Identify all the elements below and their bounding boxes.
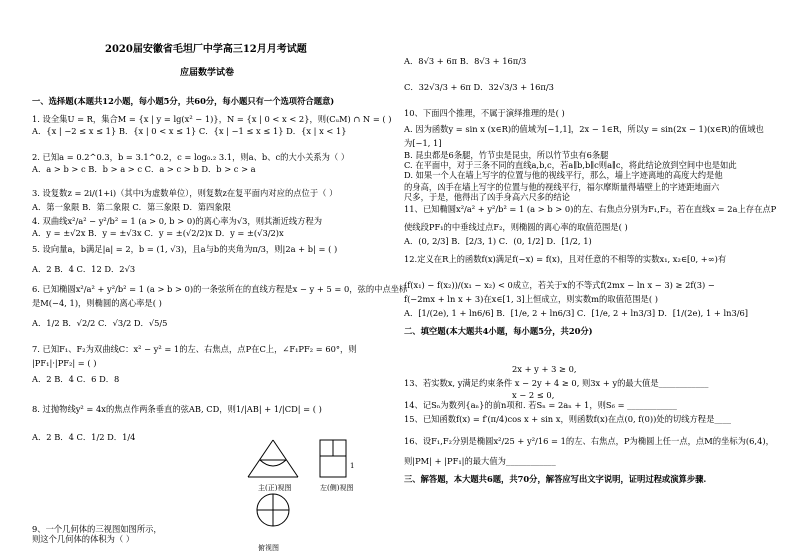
left-q8o: A．2 B．4 C．1/2 D．1/4 [32,432,136,442]
right-q10c: C. 在平面中，对于三条不同的直线a,b,c，若a∥b,b∥c则a∥c，将此结论放到空间中也是如此 [404,160,737,170]
left-sec1: 一、选择题(本题共12小题，每小题5分，共60分，每小题只有一个选项符合题意) [32,96,335,106]
right-q10d2: 的身高，凶手在墙上写字的位置与他的视线平行，福尔摩斯量得墙壁上的字迹距地面六 [404,182,720,192]
left-q4o: A．y = ±√2x B．y = ±√3x C．y = ±(√2/2)x D．y = ±(√3/2)x [32,228,284,238]
right-q11o: A．(0, 2/3] B．[2/3, 1) C．(0, 1/2] D．[1/2, 1) [404,236,592,246]
right-q10d: D. 如果一个人在墙上写字的位置与他的视线平行，那么，墙上字迹离地的高度大约是他 [404,170,723,180]
page-title: 2020届安徽省毛坦厂中学高三12月月考试题 [105,44,307,55]
right-q11: 11、已知椭圆x²/a² + y²/b² = 1 (a > b > 0)的左、右焦点分别为F₁,F₂，若在直线x = 2a上存在点P [404,204,777,214]
left-q4: 4. 双曲线x²/a² − y²/b² = 1 (a > 0, b > 0)的离心率为√3，则其渐近线方程为 [32,216,323,226]
right-q10b: B. 昆虫都是6条腿，竹节虫是昆虫，所以竹节虫有6条腿 [404,150,609,160]
right-q13s: 2x + y + 3 ≥ 0, [512,364,577,374]
left-q7: 7. 已知F₁、F₂为双曲线C：x² − y² = 1的左、右焦点，点P在C上，∠F₁PF₂ = 60°，则 [32,344,357,354]
top-view [257,494,289,526]
right-q14: 14、记Sₙ为数列{aₙ}的前n项和. 若Sₙ = 2aₙ + 1，则S₆ = ____________ [404,400,677,410]
right-q13s2: x − 2 ≤ 0, [512,390,555,400]
left-q6: 6. 已知椭圆x²/a² + y²/b² = 1 (a > b > 0)的一条弦所在的直线方程是x − y + 5 = 0，弦的中点坐标 [32,284,408,294]
left-q2: 2. 已知a = 0.2^0.3，b = 3.1^0.2，c = log₀.₂ 3.1，则a、b、c的大小关系为（ ） [32,152,350,162]
right-q15: 15、已知函数f(x) = f′(π/4)cos x + sin x，则函数f(x)在点(0, f(0))处的切线方程是____ [404,414,731,424]
left-q2o: A．a > b > c B．b > a > c C．a > c > b D．b > c > a [32,164,256,174]
right-q12o: A．[1/(2e), 1 + ln6/6] B．[1/e, 2 + ln6/3] C．[1/e, 2 + ln3/3] D．[1/(2e), 1 + ln3/6] [404,308,749,318]
left-q6b: 是M(−4, 1)，则椭圆的离心率是( ) [32,298,162,308]
left-q3: 3. 设复数z = 2i/(1+i)（其中i为虚数单位），则复数z在复平面内对应的点位于（ ） [32,188,338,198]
right-q16b: 则|PM| + |PF₁|的最大值为____________ [404,456,556,466]
right-q10a: A. 因为函数y = sin x (x∈R)的值域为[−1,1]，2x − 1∈R，所以y = sin(2x − 1)(x∈R)的值域也 [404,124,764,134]
left-q9: 9、一个几何体的三视图如图所示， [32,524,162,534]
right-q16: 16、设F₁,F₂分别是椭圆x²/25 + y²/16 = 1的左、右焦点，P为椭圆上任一点，点M的坐标为(6,4)， [404,436,774,446]
right-q9o2: C．32√3/3 + 6π D．32√3/3 + 16π/3 [404,82,554,92]
right-q9o1: A．8√3 + 6π B．8√3 + 16π/3 [404,56,527,66]
right-q12c: f(−2mx + ln x + 3)在x∈[1, 3]上恒成立，则实数m的取值范围是( ) [404,294,658,304]
dimension-label: 1 [350,462,355,470]
side-view-label: 左(侧)视图 [320,484,354,492]
left-q7b: |PF₁|·|PF₂| = ( ) [32,358,97,368]
top-view-label: 俯视图 [258,544,279,552]
left-q5o: A．2 B．4 C．12 D．2√3 [32,264,136,274]
front-view-label: 主(正)视图 [258,484,292,492]
right-q10a2: 为[−1, 1] [404,138,442,148]
right-sec2: 二、填空题(本大题共4小题，每小题5分，共20分) [404,326,593,336]
left-q1o: A．{x | −2 ≤ x ≤ 1} B．{x | 0 < x ≤ 1} C．{x | −1 ≤ x ≤ 1} D．{x | x < 1} [32,126,347,136]
right-q10d3: 尺多，于是，他得出了凶手身高六尺多的结论 [404,192,570,202]
right-q13: 13、若实数x, y满足约束条件 x − 2y + 4 ≥ 0, 则3x + y的最大值是____________ [404,378,709,388]
left-q9b: 则这个几何体的体积为（ ） [32,534,135,544]
right-q11b: 使线段PF₁的中垂线过点F₂，则椭圆的离心率的取值范围是( ) [404,222,628,232]
right-sec3: 三、解答题，本大题共6题，共70分，解答应写出文字说明，证明过程或演算步骤. [404,474,707,484]
front-view [243,437,303,482]
right-q12b: (f(x₁) − f(x₂))/(x₁ − x₂) < 0成立，若关于x的不等式f(2mx − ln x − 3) ≥ 2f(3) − [404,280,715,290]
page-subtitle: 应届数学试卷 [180,68,235,78]
left-q6o: A．1/2 B．√2/2 C．√3/2 D．√5/5 [32,318,168,328]
left-q5: 5. 设向量a，b满足|a| = 2，b = (1, √3)，且a与b的夹角为π/3，则|2a + b| = ( ) [32,244,338,254]
left-q8: 8. 过抛物线y² = 4x的焦点作两条垂直的弦AB, CD，则1/|AB| + 1/|CD| = ( ) [32,404,322,414]
right-q10: 10、下面四个推理，不属于演绎推理的是( ) [404,108,565,118]
left-q3o: A．第一象限 B．第二象限 C．第三象限 D．第四象限 [32,202,231,212]
left-q7o: A．2 B．4 C．6 D．8 [32,374,120,384]
left-q1: 1. 设全集U = R，集合M = {x | y = lg(x² − 1)}，N = {x | 0 < x < 2}，则(CᵤM) ∩ N = ( ) [32,114,392,124]
right-q12: 12.定义在R上的函数f(x)满足f(−x) = f(x)，且对任意的不相等的实数x₁, x₂∈[0, +∞)有 [404,254,727,264]
side-view [320,440,346,477]
